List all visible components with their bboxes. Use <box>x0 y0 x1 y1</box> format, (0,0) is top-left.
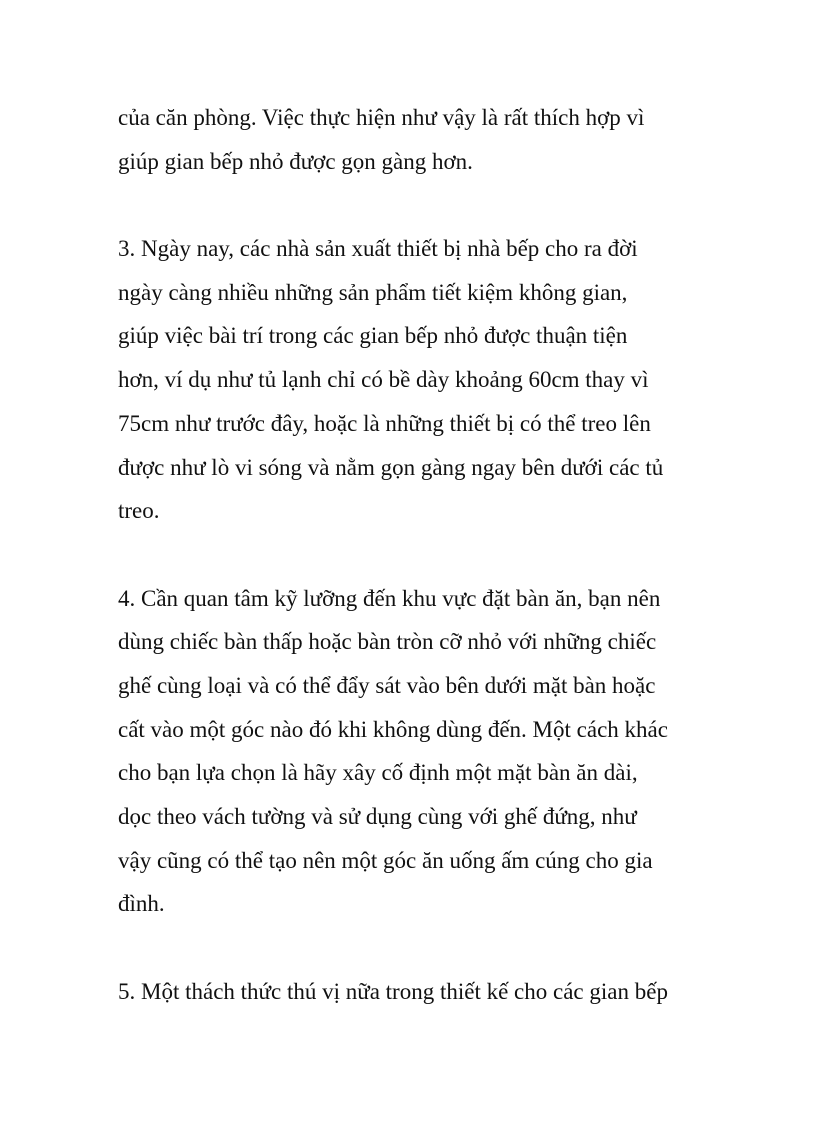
text-line: vậy cũng có thể tạo nên một góc ăn uống ấm cúng cho gia <box>118 847 653 873</box>
text-line: hơn, ví dụ như tủ lạnh chỉ có bề dày khoảng 60cm thay vì <box>118 367 649 393</box>
text-line: ngày càng nhiều những sản phẩm tiết kiệm không gian, <box>118 279 628 305</box>
paragraph-item-5 <box>118 970 718 1014</box>
text-line: dùng chiếc bàn thấp hoặc bàn tròn cỡ nhỏ với những chiếc <box>118 629 657 655</box>
text-line: giúp gian bếp nhỏ được gọn gàng hơn. <box>118 148 473 174</box>
text-line: của căn phòng. Việc thực hiện như vậy là rất thích hợp vì <box>118 105 645 130</box>
text-line: ghế cùng loại và có thể đẩy sát vào bên dưới mặt bàn hoặc <box>118 672 656 698</box>
text-line: cho bạn lựa chọn là hãy xây cố định một mặt bàn ăn dài, <box>118 760 638 786</box>
paragraph-item-4 <box>118 577 718 927</box>
text-line: được như lò vi sóng và nằm gọn gàng ngay bên dưới các tủ <box>118 454 664 480</box>
paragraph-spacer <box>118 183 718 227</box>
text-line: treo. <box>118 498 160 524</box>
paragraph-item-3 <box>118 227 718 533</box>
text-line: 4. Cần quan tâm kỹ lưỡng đến khu vực đặt bàn ăn, bạn nên <box>118 585 661 611</box>
paragraph-spacer <box>118 533 718 577</box>
text-line: 3. Ngày nay, các nhà sản xuất thiết bị nhà bếp cho ra đời <box>118 236 638 262</box>
text-line: 5. Một thách thức thú vị nữa trong thiết kế cho các gian bếp <box>118 978 668 1004</box>
text-line: 75cm như trước đây, hoặc là những thiết bị có thể treo lên <box>118 410 651 436</box>
text-line: dọc theo vách tường và sử dụng cùng với ghế đứng, như <box>118 804 637 829</box>
paragraph-spacer <box>118 926 718 970</box>
text-line: cất vào một góc nào đó khi không dùng đến. Một cách khác <box>118 716 668 742</box>
text-line: đình. <box>118 891 165 917</box>
paragraph-continuation <box>118 96 718 183</box>
body-text <box>118 96 718 1013</box>
text-line: giúp việc bài trí trong các gian bếp nhỏ được thuận tiện <box>118 323 628 349</box>
